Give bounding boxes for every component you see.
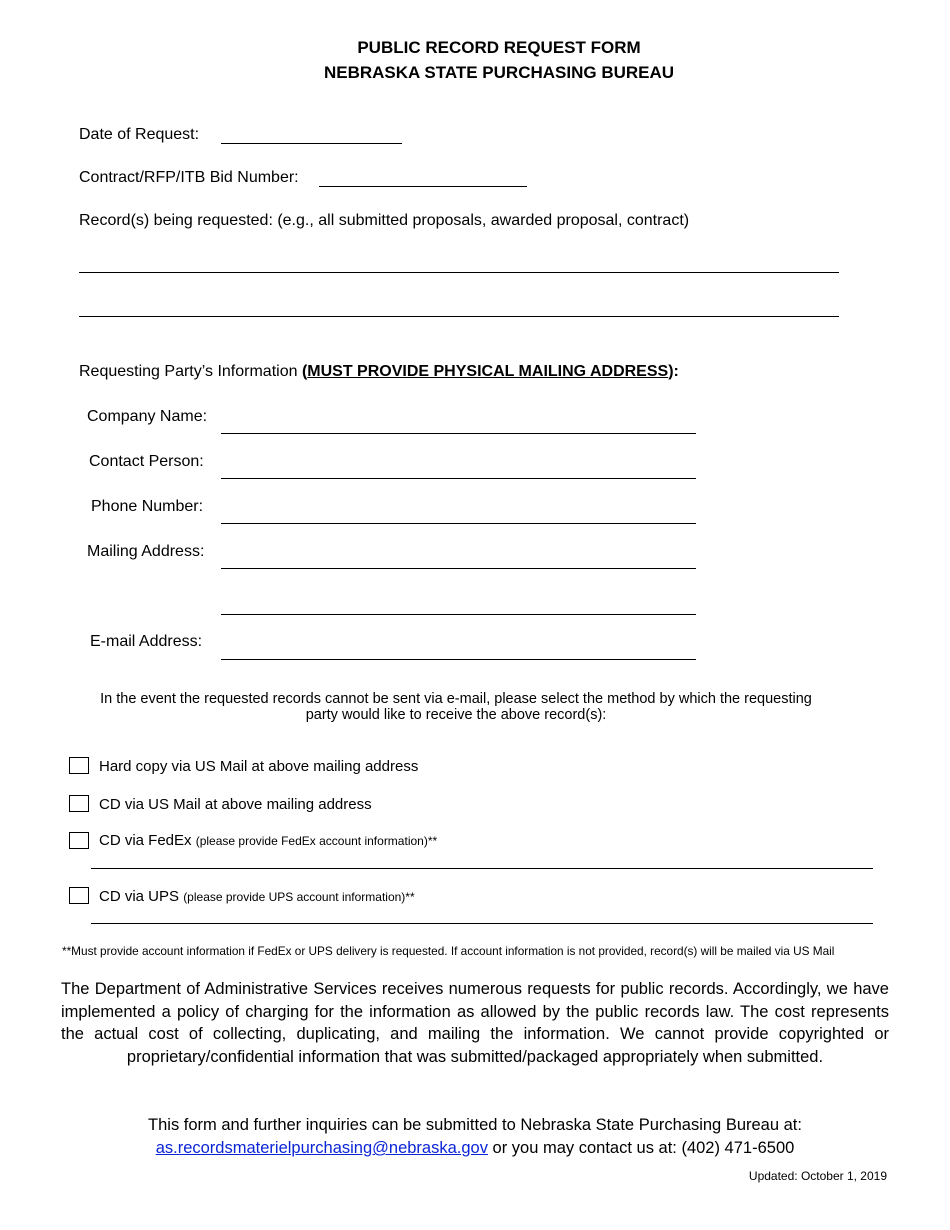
updated-date: Updated: October 1, 2019 <box>748 1169 887 1183</box>
mailing-address-label: Mailing Address: <box>87 543 205 560</box>
requesting-party-heading-open: ( <box>301 363 308 380</box>
cd-fedex-option-label: CD via FedEx <box>99 832 196 849</box>
records-requested-label: Record(s) being requested: (e.g., all submitted proposals, awarded proposal, contract) <box>79 212 690 229</box>
email-address-field[interactable] <box>221 659 696 660</box>
records-requested-line-1[interactable] <box>79 272 839 273</box>
mailing-address-field-1[interactable] <box>221 568 696 569</box>
email-address-label: E-mail Address: <box>90 633 203 650</box>
contact-phone-text: or you may contact us at: (402) 471-6500 <box>487 1139 795 1157</box>
date-of-request-field[interactable] <box>221 143 402 144</box>
contact-person-field[interactable] <box>221 478 696 479</box>
cd-us-mail-option-label: CD via US Mail at above mailing address <box>99 796 372 813</box>
date-of-request-label: Date of Request: <box>79 126 200 143</box>
company-name-field[interactable] <box>221 433 696 434</box>
records-email-link[interactable]: as.recordsmaterielpurchasing@nebraska.gov <box>155 1139 488 1157</box>
delivery-footnote: **Must provide account information if FedEx or UPS delivery is requested. If account information is not provided, record(s) will be mailed via US Mail <box>62 944 835 958</box>
phone-number-field[interactable] <box>221 523 696 524</box>
phone-number-label: Phone Number: <box>91 498 204 515</box>
ups-account-note: (please provide UPS account information)** <box>183 890 415 904</box>
hard-copy-checkbox[interactable] <box>69 757 89 774</box>
cd-ups-checkbox[interactable] <box>69 887 89 904</box>
requesting-party-heading-close: ): <box>668 363 679 380</box>
contact-person-label: Contact Person: <box>89 453 204 470</box>
mailing-address-requirement: MUST PROVIDE PHYSICAL MAILING ADDRESS <box>307 363 669 380</box>
mailing-address-field-2[interactable] <box>221 614 696 615</box>
form-subtitle: NEBRASKA STATE PURCHASING BUREAU <box>323 63 675 82</box>
cd-ups-option-label: CD via UPS <box>99 888 184 905</box>
cd-fedex-option <box>99 832 437 849</box>
bid-number-label: Contract/RFP/ITB Bid Number: <box>79 169 299 186</box>
contact-line-1: This form and further inquiries can be submitted to Nebraska State Purchasing Bureau at: <box>148 1116 802 1134</box>
cd-fedex-checkbox[interactable] <box>69 832 89 849</box>
policy-paragraph: The Department of Administrative Services receives numerous requests for public records. Accordingly, we have implemented a policy of charging for the information as allowed by the public records law. The cost represents the actual cost of collecting, duplicating, and mailing the information. We cannot provide copyrighted or proprietary/confidential information that was submitted/packaged appropriately when submitted. <box>61 980 889 1066</box>
fedex-account-note: (please provide FedEx account information)** <box>195 834 438 848</box>
records-requested-line-2[interactable] <box>79 316 839 317</box>
hard-copy-option-label: Hard copy via US Mail at above mailing address <box>99 758 419 775</box>
fedex-account-field[interactable] <box>91 868 873 869</box>
cd-us-mail-checkbox[interactable] <box>69 795 89 812</box>
delivery-instruction: In the event the requested records cannot be sent via e-mail, please select the method by which the requesting party would like to receive the above record(s): <box>100 691 812 723</box>
contact-line-2 <box>0 1137 950 1160</box>
cd-ups-option <box>99 888 415 905</box>
company-name-label: Company Name: <box>87 408 208 425</box>
requesting-party-heading <box>79 363 679 381</box>
bid-number-field[interactable] <box>319 186 527 187</box>
requesting-party-heading-prefix: Requesting Party’s Information <box>79 363 302 380</box>
form-title: PUBLIC RECORD REQUEST FORM <box>357 38 641 57</box>
ups-account-field[interactable] <box>91 923 873 924</box>
contact-block <box>0 1114 950 1160</box>
